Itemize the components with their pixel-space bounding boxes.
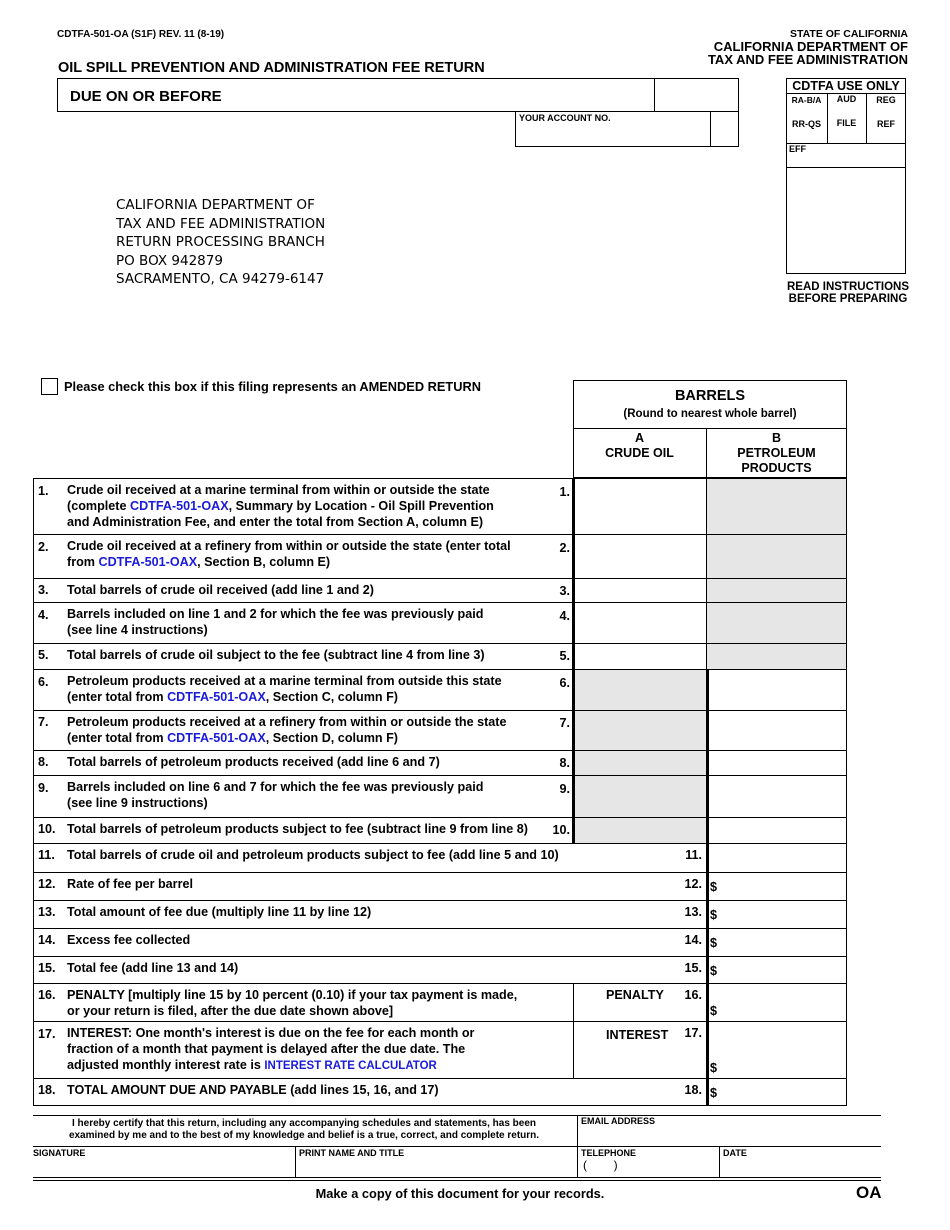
barrels-subtitle: (Round to nearest whole barrel) [623,408,797,420]
email-label: EMAIL ADDRESS [581,1116,656,1126]
address-line: PO BOX 942879 [116,252,223,269]
certification-line-1: I hereby certify that this return, including any accompanying schedules and statements, has been [71,1118,536,1129]
line-number: 16. [38,988,56,1002]
column-rule [706,669,709,710]
column-rule [706,817,709,843]
line-number: 11. [38,848,55,862]
form-link[interactable]: CDTFA-501-OAX [98,555,198,569]
print-name-label: PRINT NAME AND TITLE [299,1148,405,1158]
code-aud: AUD [836,94,857,104]
line-number: 17. [38,1027,56,1041]
crude-oil-input[interactable] [575,579,705,601]
code-file: FILE [836,118,857,128]
agency-line-2: TAX AND FEE ADMINISTRATION [707,52,908,67]
dollar-sign: $ [710,880,718,894]
column-rule [706,578,707,602]
column-rule [572,578,575,602]
petroleum-products-input[interactable] [709,670,845,709]
shaded-cell [707,644,846,669]
use-only-title: CDTFA USE ONLY [792,79,900,93]
line-ref-number: 1. [559,485,570,499]
line-number: 8. [38,755,49,769]
amount-input[interactable] [709,844,845,871]
line-ref-number: 7. [559,716,570,730]
line-ref-number: 5. [559,649,570,663]
column-b-line-2: PRODUCTS [741,461,812,475]
code-reg: REG [876,95,896,105]
column-a-letter: A [634,431,645,445]
line-number: 7. [38,715,49,729]
line-description: INTEREST: One month's interest is due on the fee for each month or fraction of a month that payment is delayed after the due date. The adjusted monthly interest rate is INTEREST RATE CALCULATOR [67,1026,475,1072]
dollar-sign: $ [710,1086,718,1100]
due-date-field[interactable] [655,79,738,111]
column-rule [572,775,575,817]
form-id: CDTFA-501-OA (S1F) REV. 11 (8-19) [57,29,225,40]
state-label: STATE OF CALIFORNIA [789,28,908,40]
line-number: 1. [38,484,49,498]
line-description: Total barrels of crude oil subject to the fee (subtract line 4 from line 3) [67,648,485,662]
form-title: OIL SPILL PREVENTION AND ADMINISTRATION FEE RETURN [58,60,485,76]
line-number: 9. [38,781,49,795]
column-rule [706,534,707,578]
address-line: RETURN PROCESSING BRANCH [116,234,325,250]
line-ref-number: 8. [559,756,570,770]
telephone-label: TELEPHONE [581,1148,637,1158]
line-description: Total barrels of petroleum products subject to fee (subtract line 9 from line 8) [67,822,528,836]
line-ref-number: 6. [559,676,570,690]
crude-oil-input[interactable] [575,603,705,642]
code-rr-qs: RR-QS [792,119,821,129]
line-ref-number: 4. [559,609,570,623]
agency-line-1: CALIFORNIA DEPARTMENT OF [713,39,908,54]
amount-input[interactable] [709,984,845,1020]
column-a-header [573,431,706,461]
row-divider [33,1105,847,1106]
telephone-field[interactable]: ( ) [583,1158,618,1172]
column-rule [573,1021,574,1078]
code-eff: EFF [789,144,806,154]
line-number: 13. [38,905,56,919]
line-number: 5. [38,648,49,662]
line-description: Petroleum products received at a marine terminal from outside this state (enter total from CDTFA-501-OAX, Section C, column F) [67,674,502,704]
line-ref-number: 3. [559,584,570,598]
form-link[interactable]: INTEREST RATE CALCULATOR [264,1060,437,1072]
column-rule [572,643,575,669]
read-instructions [775,281,921,305]
line-number: 18. [38,1083,56,1097]
shaded-cell [574,670,706,710]
line-description: Petroleum products received at a refinery from within or outside the state (enter total from CDTFA-501-OAX, Section D, column F) [67,715,507,745]
column-rule [572,817,575,843]
line-number: 10. [38,822,56,836]
column-rule [572,669,575,710]
cdtfa-use-only-box [786,78,906,274]
crude-oil-input[interactable] [575,479,705,533]
line-description: Crude oil received at a marine terminal from within or outside the state (complete CDTFA-501-OAX, Summary by Location - Oil Spill Prevention and Administration Fee, and enter the total from Section A, column E) [67,483,494,529]
line-number: 14. [38,933,56,947]
line-description: Excess fee collected [67,933,191,947]
column-b-header [706,431,847,476]
line-ref-number: 17. [684,1026,702,1040]
shaded-cell [574,776,706,817]
address-line: CALIFORNIA DEPARTMENT OF [116,197,315,213]
column-rule [706,602,707,643]
line-description: Rate of fee per barrel [67,877,193,891]
shaded-cell [707,579,846,602]
line-number: 3. [38,583,49,597]
sub-label: PENALTY [606,988,664,1002]
certification-line-2: examined by me and to the best of my knowledge and belief is a true, correct, and complete return. [68,1130,540,1141]
code-ref: REF [877,119,895,129]
column-rule [572,750,575,775]
date-label: DATE [723,1148,747,1158]
line-description: Total barrels of petroleum products received (add line 6 and 7) [67,755,440,769]
shaded-cell [707,479,846,534]
amount-input[interactable] [709,1022,845,1077]
amended-return-checkbox[interactable] [41,378,58,395]
line-ref-number: 15. [684,961,702,975]
line-ref-number: 10. [552,823,570,837]
dollar-sign: $ [710,936,718,950]
line-ref-number: 12. [684,877,702,891]
form-link[interactable]: CDTFA-501-OAX [167,731,266,745]
read-instructions-line-1: READ INSTRUCTIONS [786,281,910,293]
shaded-cell [574,751,706,775]
mailing-address [116,196,325,289]
column-rule [706,775,709,817]
line-description: TOTAL AMOUNT DUE AND PAYABLE (add lines 15, 16, and 17) [67,1083,439,1097]
column-rule [572,534,575,578]
footer-note: Make a copy of this document for your records. [315,1186,605,1201]
line-ref-number: 14. [684,933,702,947]
crude-oil-input[interactable] [575,644,705,668]
column-rule [706,710,709,750]
dollar-sign: $ [710,908,718,922]
line-number: 15. [38,961,56,975]
code-ra-ba: RA-B/A [791,95,822,105]
due-label: DUE ON OR BEFORE [70,88,222,105]
read-instructions-line-2: BEFORE PREPARING [788,293,908,305]
column-b-line-1: PETROLEUM [737,446,816,460]
account-label: YOUR ACCOUNT NO. [519,113,611,123]
email-field[interactable] [580,1126,880,1144]
shaded-cell [574,711,706,750]
footer-code: OA [856,1183,882,1202]
column-rule [572,710,575,750]
amount-input[interactable] [709,957,845,982]
line-number: 6. [38,675,49,689]
amended-return-label: Please check this box if this filing represents an AMENDED RETURN [64,379,481,394]
column-a-name: CRUDE OIL [605,446,674,460]
line-ref-number: 11. [685,848,702,862]
line-ref-number: 9. [559,782,570,796]
amount-input[interactable] [709,873,845,899]
line-ref-number: 16. [684,988,702,1002]
column-rule [573,983,574,1021]
column-rule [706,643,707,669]
line-description: Total fee (add line 13 and 14) [67,961,239,975]
dollar-sign: $ [710,1004,718,1018]
shaded-cell [574,818,706,843]
signature-label: SIGNATURE [33,1148,86,1158]
petroleum-products-input[interactable] [709,751,845,774]
amount-input[interactable] [709,901,845,927]
line-ref-number: 13. [684,905,702,919]
column-rule [706,750,709,775]
form-link[interactable]: CDTFA-501-OAX [167,690,266,704]
signature-field[interactable] [34,1158,292,1176]
line-description: Total barrels of crude oil received (add line 1 and 2) [67,583,374,597]
account-number-field[interactable] [516,124,709,146]
column-b-letter: B [771,431,782,445]
dollar-sign: $ [710,1061,718,1075]
petroleum-products-input[interactable] [709,818,845,842]
address-line: TAX AND FEE ADMINISTRATION [116,215,326,232]
petroleum-products-input[interactable] [709,711,845,749]
certification-statement [36,1118,572,1142]
line-description: PENALTY [multiply line 15 by 10 percent (0.10) if your tax payment is made, or your return is filed, after the due date shown above] [67,988,518,1018]
print-name-field[interactable] [298,1158,574,1176]
line-ref-number: 2. [559,541,570,555]
line-description: Total barrels of crude oil and petroleum products subject to fee (add line 5 and 10) [67,848,559,862]
line-number: 4. [38,608,49,622]
column-rule [706,478,707,534]
form-link[interactable]: CDTFA-501-OAX [129,499,229,513]
dollar-sign: $ [710,964,718,978]
shaded-cell [707,603,846,643]
amount-input[interactable] [709,929,845,955]
address-line: SACRAMENTO, CA 94279-6147 [116,271,325,287]
petroleum-products-input[interactable] [709,776,845,816]
line-description: Crude oil received at a refinery from within or outside the state (enter total from CDTFA-501-OAX, Section B, column E) [67,539,511,569]
date-field[interactable] [722,1158,880,1176]
line-number: 2. [38,540,49,554]
column-rule [572,478,575,534]
line-description: Barrels included on line 6 and 7 for which the fee was previously paid (see line 9 instructions) [67,780,484,810]
column-rule [572,602,575,643]
barrels-title: BARRELS [674,388,746,404]
crude-oil-input[interactable] [575,535,705,577]
amount-input[interactable] [709,1079,845,1104]
sub-label: INTEREST [606,1028,669,1042]
line-description: Barrels included on line 1 and 2 for which the fee was previously paid (see line 4 instructions) [67,607,484,637]
line-description: Total amount of fee due (multiply line 11 by line 12) [67,905,372,919]
agency-name [708,40,908,66]
shaded-cell [707,535,846,578]
column-rule [706,843,709,1105]
line-number: 12. [38,877,56,891]
line-ref-number: 18. [684,1083,702,1097]
